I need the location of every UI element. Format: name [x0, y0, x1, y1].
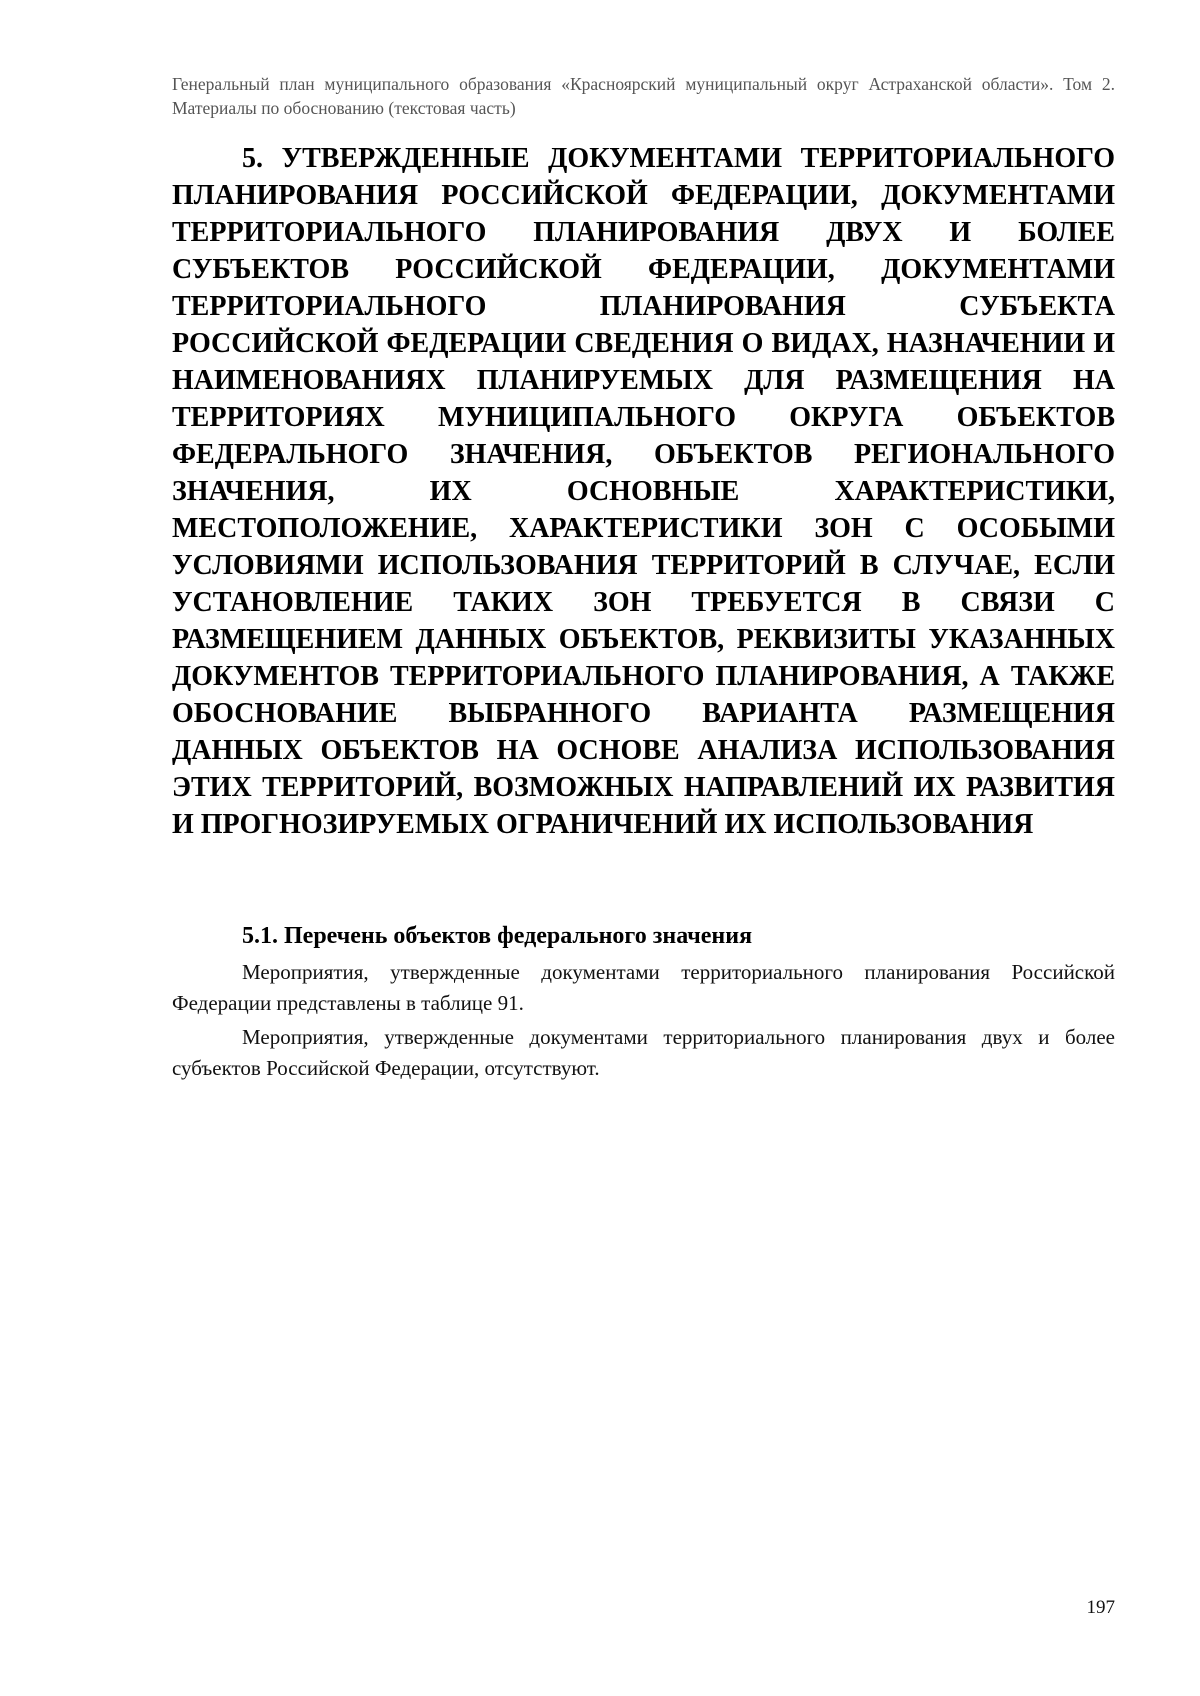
- page-number: 197: [1086, 1597, 1115, 1618]
- running-header: Генеральный план муниципального образования «Красноярский муниципальный округ Астраханской области». Том 2. Материалы по обоснованию (текстовая часть): [172, 74, 1115, 118]
- section-title: 5. УТВЕРЖДЕННЫЕ ДОКУМЕНТАМИ ТЕРРИТОРИАЛЬНОГО ПЛАНИРОВАНИЯ РОССИЙСКОЙ ФЕДЕРАЦИИ, ДОКУМЕНТАМИ ТЕРРИТОРИАЛЬНОГО ПЛАНИРОВАНИЯ ДВУХ И БОЛЕЕ СУБЪЕКТОВ РОССИЙСКОЙ ФЕДЕРАЦИИ, ДОКУМЕНТАМИ ТЕРРИТОРИАЛЬНОГО ПЛАНИРОВАНИЯ СУБЪЕКТА РОССИЙСКОЙ ФЕДЕРАЦИИ СВЕДЕНИЯ О ВИДАХ, НАЗНАЧЕНИИ И НАИМЕНОВАНИЯХ ПЛАНИРУЕМЫХ ДЛЯ РАЗМЕЩЕНИЯ НА ТЕРРИТОРИЯХ МУНИЦИПАЛЬНОГО ОКРУГА ОБЪЕКТОВ ФЕДЕРАЛЬНОГО ЗНАЧЕНИЯ, ОБЪЕКТОВ РЕГИОНАЛЬНОГО ЗНАЧЕНИЯ, ИХ ОСНОВНЫЕ ХАРАКТЕРИСТИКИ, МЕСТОПОЛОЖЕНИЕ, ХАРАКТЕРИСТИКИ ЗОН С ОСОБЫМИ УСЛОВИЯМИ ИСПОЛЬЗОВАНИЯ ТЕРРИТОРИЙ В СЛУЧАЕ, ЕСЛИ УСТАНОВЛЕНИЕ ТАКИХ ЗОН ТРЕБУЕТСЯ В СВЯЗИ С РАЗМЕЩЕНИЕМ ДАННЫХ ОБЪЕКТОВ, РЕКВИЗИТЫ УКАЗАННЫХ ДОКУМЕНТОВ ТЕРРИТОРИАЛЬНОГО ПЛАНИРОВАНИЯ, А ТАКЖЕ ОБОСНОВАНИЕ ВЫБРАННОГО ВАРИАНТА РАЗМЕЩЕНИЯ ДАННЫХ ОБЪЕКТОВ НА ОСНОВЕ АНАЛИЗА ИСПОЛЬЗОВАНИЯ ЭТИХ ТЕРРИТОРИЙ, ВОЗМОЖНЫХ НАПРАВЛЕНИЙ ИХ РАЗВИТИЯ И ПРОГНОЗИРУЕМЫХ ОГРАНИЧЕНИЙ ИХ ИСПОЛЬЗОВАНИЯ: [172, 143, 1115, 840]
- subsection-title: 5.1. Перечень объектов федерального значения: [242, 923, 753, 949]
- body-paragraph: Мероприятия, утвержденные документами территориального планирования двух и более субъектов Российской Федерации, отсутствуют.: [172, 1025, 1115, 1080]
- body-paragraph: Мероприятия, утвержденные документами территориального планирования Российской Федерации представлены в таблице 91.: [172, 960, 1115, 1015]
